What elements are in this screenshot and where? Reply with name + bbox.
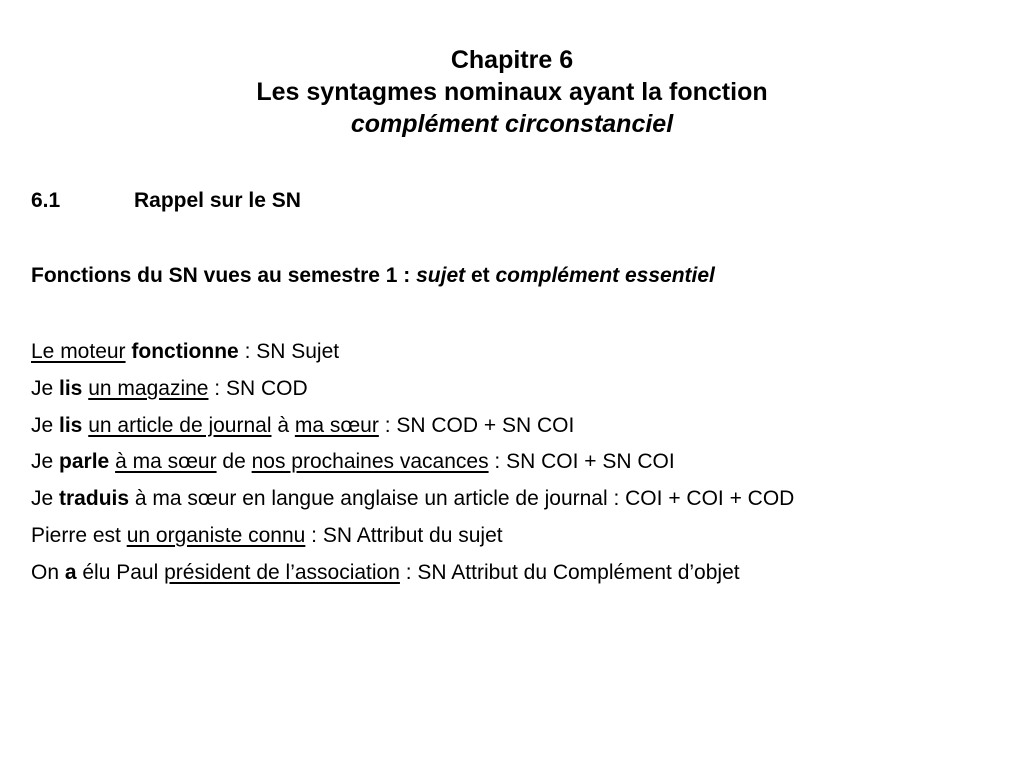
verb-bold: lis: [59, 413, 83, 437]
verb-bold: fonctionne: [131, 340, 239, 363]
slide-title: [0, 44, 1024, 140]
sn-underlined: un organiste connu: [126, 523, 306, 547]
verb-bold: traduis: [59, 487, 130, 511]
verb-bold: a: [64, 560, 77, 584]
example-row: [31, 334, 1011, 371]
example-text: Je: [31, 413, 60, 437]
example-row: [31, 371, 1011, 408]
function-sujet: sujet: [416, 264, 466, 287]
section-number: 6.1: [31, 189, 61, 212]
example-row: [31, 518, 1011, 555]
example-row: [31, 444, 1011, 481]
example-function-label: à ma sœur en langue anglaise un article de journal : COI + COI + COD: [129, 487, 795, 511]
title-line-main: Les syntagmes nominaux ayant la fonction: [256, 78, 768, 106]
example-function-label: : SN COD: [208, 376, 308, 400]
example-row: [31, 555, 1011, 592]
sn-underlined: ma sœur: [294, 413, 379, 437]
sn-underlined: président de l’association: [164, 560, 400, 584]
title-line-italic: complément circonstanciel: [350, 110, 674, 138]
example-function-label: : SN COI + SN COI: [488, 450, 675, 474]
example-text: Je: [31, 376, 60, 400]
verb-bold: parle: [59, 450, 110, 474]
sn-underlined: à ma sœur: [115, 450, 217, 474]
example-text: à: [271, 413, 295, 437]
example-text: Je: [31, 487, 60, 511]
sn-underlined: un magazine: [88, 376, 209, 400]
verb-bold: lis: [59, 376, 83, 400]
sn-underlined: Le moteur: [31, 340, 126, 363]
example-list: [31, 334, 1011, 592]
title-line-chapter: Chapitre 6: [450, 46, 574, 74]
example-row: [31, 408, 1011, 445]
example-text: élu Paul: [76, 560, 165, 584]
sn-underlined: nos prochaines vacances: [251, 450, 489, 474]
functions-conj: et: [465, 264, 496, 287]
example-text: de: [216, 450, 252, 474]
section-heading: [31, 186, 301, 216]
section-heading-text: Rappel sur le SN: [134, 189, 301, 212]
example-text: Je: [31, 450, 60, 474]
example-function-label: : SN Sujet: [238, 340, 340, 363]
example-function-label: : SN Attribut du Complément d’objet: [399, 560, 740, 584]
function-complement-essentiel: complément essentiel: [495, 264, 715, 287]
sn-underlined: un article de journal: [88, 413, 272, 437]
example-text: Pierre est: [31, 523, 127, 547]
example-text: On: [31, 560, 65, 584]
example-function-label: : SN COD + SN COI: [378, 413, 575, 437]
functions-intro: Fonctions du SN vues au semestre 1 :: [31, 264, 417, 287]
functions-summary: [31, 261, 715, 291]
example-row: [31, 481, 1011, 518]
example-function-label: : SN Attribut du sujet: [305, 523, 503, 547]
